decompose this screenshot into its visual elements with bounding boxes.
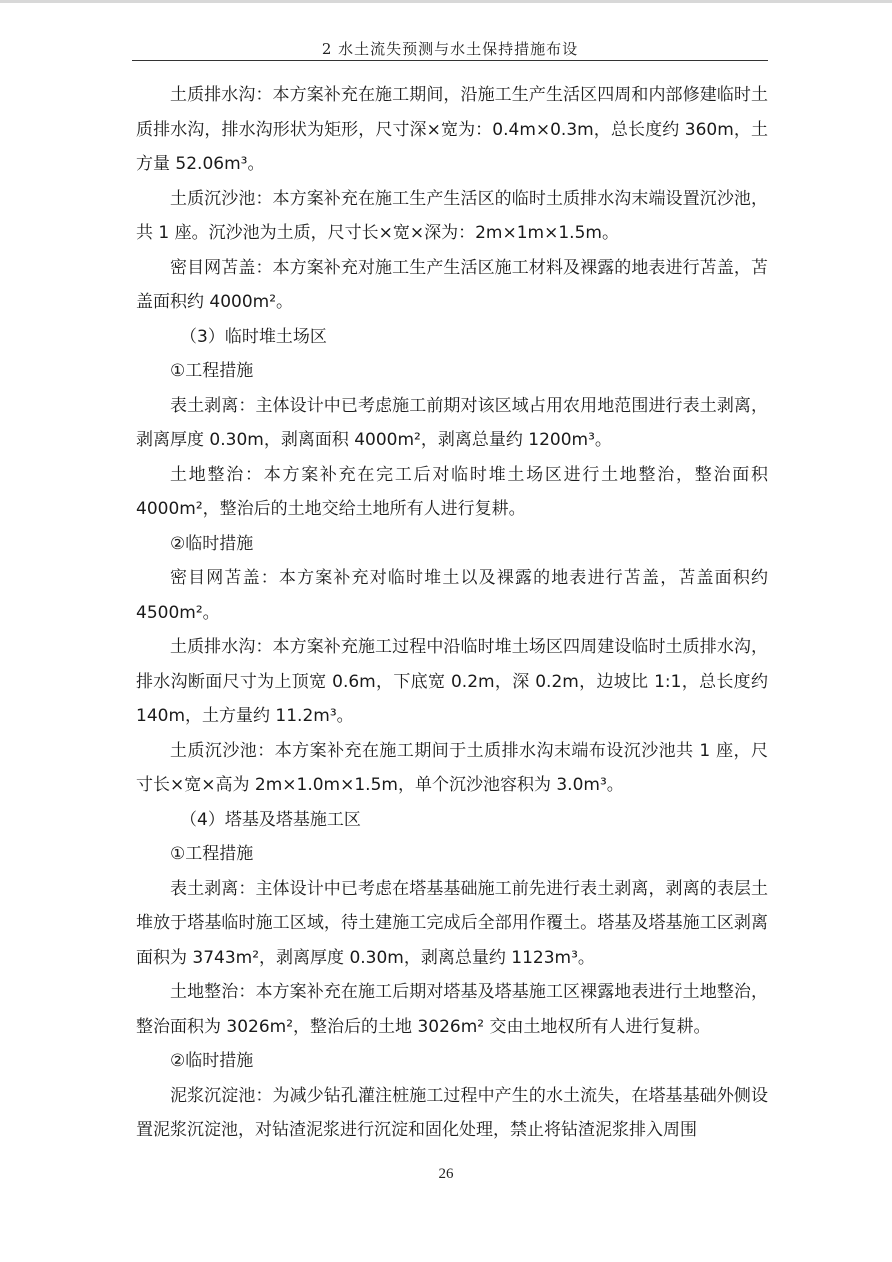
paragraph-drainage-ditch-2: 土质排水沟：本方案补充施工过程中沿临时堆土场区四周建设临时土质排水沟，排水沟断面尺寸为上顶宽 0.6m，下底宽 0.2m，深 0.2m，边坡比 1:1，总长度约 140m，土方量约 11.2m³。 [136, 637, 768, 726]
paragraph-sediment-pond-1: 土质沉沙池：本方案补充在施工生产生活区的临时土质排水沟末端设置沉沙池，共 1 座。沉沙池为土质，尺寸长×宽×深为：2m×1m×1.5m。 [136, 188, 768, 243]
paragraph-topsoil-stripping-1: 表土剥离：主体设计中已考虑施工前期对该区域占用农用地范围进行表土剥离，剥离厚度 0.30m，剥离面积 4000m²，剥离总量约 1200m³。 [136, 395, 768, 450]
subheading-engineering-1: ①工程措施 [170, 361, 254, 381]
paragraph-mud-settling-pond: 泥浆沉淀池：为减少钻孔灌注桩施工过程中产生的水土流失，在塔基基础外侧设置泥浆沉淀池，对钻渣泥浆进行沉淀和固化处理，禁止将钻渣泥浆排入周围 [136, 1085, 768, 1140]
paragraph-land-rehab-2: 土地整治：本方案补充在施工后期对塔基及塔基施工区裸露地表进行土地整治，整治面积为 3026m²，整治后的土地 3026m² 交由土地权所有人进行复耕。 [136, 982, 768, 1037]
paragraph-mesh-cover-2: 密目网苫盖：本方案补充对临时堆土以及裸露的地表进行苫盖，苫盖面积约 4500m²。 [136, 568, 768, 623]
paragraph-land-rehab-1: 土地整治：本方案补充在完工后对临时堆土场区进行土地整治，整治面积 4000m²，整治后的土地交给土地所有人进行复耕。 [136, 464, 768, 519]
section-heading-4: （4）塔基及塔基施工区 [180, 809, 361, 830]
paragraph-drainage-ditch-1: 土质排水沟：本方案补充在施工期间，沿施工生产生活区四周和内部修建临时土质排水沟，排水沟形状为矩形，尺寸深×宽为：0.4m×0.3m，总长度约 360m，土方量 52.06m³。 [136, 85, 768, 174]
subheading-temporary-2: ②临时措施 [170, 1051, 254, 1071]
running-header: 2 水土流失预测与水土保持措施布设 [321, 40, 579, 58]
subheading-engineering-2: ①工程措施 [170, 844, 254, 864]
paragraph-sediment-pond-2: 土质沉沙池：本方案补充在施工期间于土质排水沟末端布设沉沙池共 1 座，尺寸长×宽×高为 2m×1.0m×1.5m，单个沉沙池容积为 3.0m³。 [136, 740, 768, 795]
section-heading-3: （3）临时堆土场区 [180, 326, 327, 347]
page-number: 26 [438, 1166, 454, 1182]
subheading-temporary-1: ②临时措施 [170, 533, 254, 554]
top-border [0, 0, 892, 3]
body-text [136, 78, 768, 1148]
paragraph-topsoil-stripping-2: 表土剥离：主体设计中已考虑在塔基基础施工前先进行表土剥离，剥离的表层土堆放于塔基临时施工区域，待土建施工完成后全部用作覆土。塔基及塔基施工区剥离面积为 3743m²，剥离厚度 0.30m，剥离总量约 1123m³。 [136, 878, 768, 968]
header-rule [132, 60, 768, 61]
paragraph-mesh-cover-1: 密目网苫盖：本方案补充对施工生产生活区施工材料及裸露的地表进行苫盖，苫盖面积约 4000m²。 [136, 257, 768, 312]
